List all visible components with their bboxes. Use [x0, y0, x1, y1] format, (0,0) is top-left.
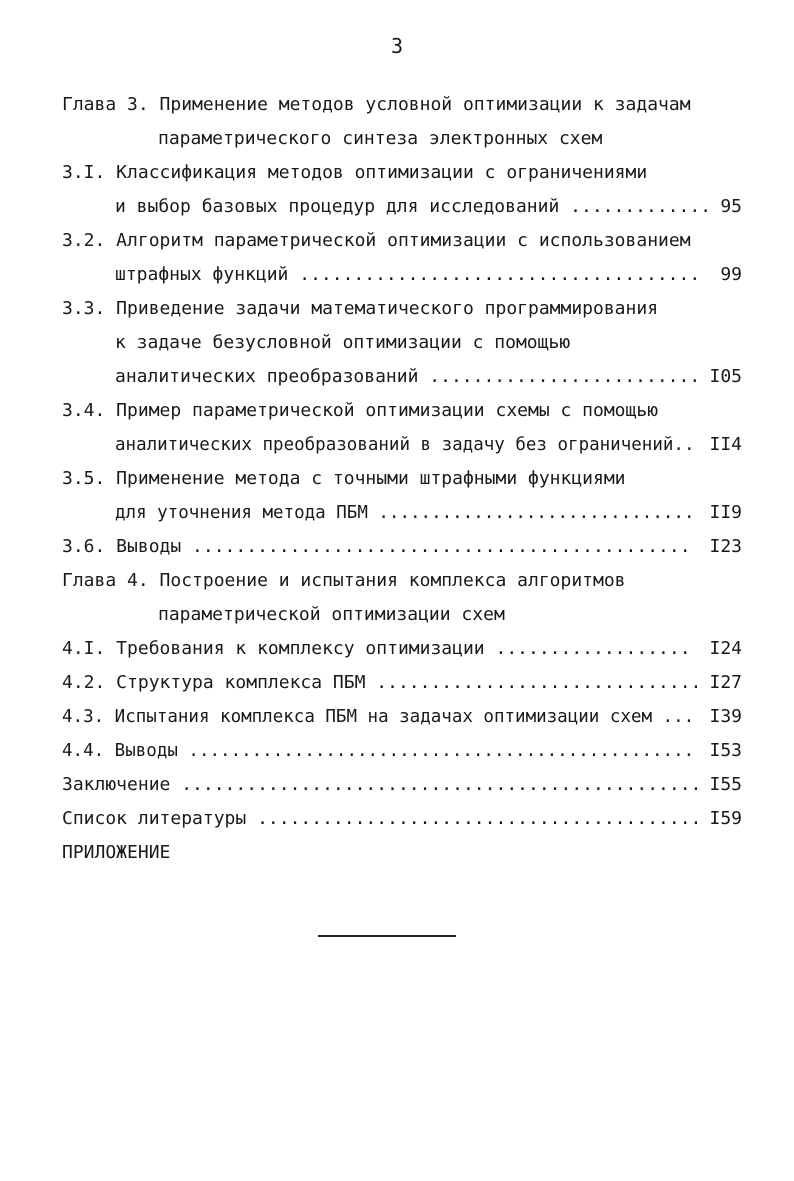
toc-entry-text: 3.3. Приведение задачи математического программирования: [62, 298, 659, 319]
toc-page-number: 99: [720, 264, 742, 285]
chapter-4-title-line-1: Глава 4. Построение и испытания комплекса алгоритмов: [62, 570, 626, 591]
toc-entry-3-3: [62, 292, 742, 326]
toc-entry-text: аналитических преобразований .........................: [115, 366, 701, 387]
toc-entry-text: и выбор базовых процедур для исследований .............: [115, 196, 712, 217]
toc-page-number: I55: [709, 774, 742, 795]
toc-page-number: I24: [709, 638, 742, 659]
toc-entry-text: 4.2. Структура комплекса ПБМ ..............................: [62, 672, 702, 693]
chapter-4-title-line-2: параметрической оптимизации схем: [158, 604, 505, 625]
toc-entry-3-5-cont: [62, 496, 742, 530]
toc-entry-3-1: [62, 156, 742, 190]
toc-entry-text: 4.3. Испытания комплекса ПБМ на задачах оптимизации схем ...: [62, 707, 695, 727]
toc-entry-4-2: [62, 666, 742, 700]
toc-entry-references: [62, 802, 742, 836]
toc-entry-3-2: [62, 224, 742, 258]
chapter-4-heading: [62, 564, 742, 598]
toc-entry-3-3-cont: [62, 360, 742, 394]
page-number: 3: [390, 34, 404, 58]
toc-entry-3-5: [62, 462, 742, 496]
toc-page-number: I53: [709, 740, 742, 761]
toc-entry-text: для уточнения метода ПБМ ..............................: [115, 503, 695, 523]
toc-entry-4-4: [62, 734, 742, 768]
table-of-contents: [62, 88, 742, 870]
toc-entry-text: 3.I. Классификация методов оптимизации с ограничениями: [62, 162, 648, 183]
toc-entry-text: 4.4. Выводы ................................................: [62, 741, 695, 761]
toc-page-number: II4: [709, 434, 742, 455]
toc-entry-text: 4.I. Требования к комплексу оптимизации ..................: [62, 638, 691, 659]
toc-page-number: I05: [709, 366, 742, 387]
toc-entry-3-6: [62, 530, 742, 564]
chapter-3-title-line-2: параметрического синтеза электронных схем: [158, 128, 603, 149]
toc-entry-text: 3.2. Алгоритм параметрической оптимизации с использованием: [62, 230, 691, 251]
toc-entry-conclusion: [62, 768, 742, 802]
toc-page-number: I39: [709, 706, 742, 727]
toc-entry-text: Заключение ................................................: [62, 774, 702, 795]
toc-entry-3-4-cont: [62, 428, 742, 462]
toc-entry-text: штрафных функций .....................................: [115, 264, 701, 285]
toc-entry-text: к задаче безусловной оптимизации с помощью: [115, 332, 571, 353]
toc-entry-appendix: [62, 836, 742, 870]
toc-entry-text: аналитических преобразований в задачу без ограничений..: [115, 435, 695, 455]
toc-page-number: I59: [709, 808, 742, 829]
toc-entry-4-1: [62, 632, 742, 666]
toc-entry-3-4: [62, 394, 742, 428]
chapter-3-heading: [62, 88, 742, 122]
toc-page-number: I27: [709, 672, 742, 693]
toc-entry-text: Список литературы .........................................: [62, 808, 702, 829]
toc-entry-4-3: [62, 700, 742, 734]
chapter-4-heading-cont: [62, 598, 742, 632]
end-rule-divider: [318, 935, 456, 937]
toc-entry-text: 3.6. Выводы ..............................................: [62, 536, 691, 557]
chapter-3-title-line-1: Глава 3. Применение методов условной оптимизации к задачам: [62, 94, 691, 115]
toc-entry-text: ПРИЛОЖЕНИЕ: [62, 842, 171, 863]
toc-page-number: II9: [709, 502, 742, 523]
chapter-3-heading-cont: [62, 122, 742, 156]
toc-entry-text: 3.5. Применение метода с точными штрафными функциями: [62, 468, 626, 489]
toc-page-number: I23: [709, 536, 742, 557]
toc-entry-3-3-cont: [62, 326, 742, 360]
toc-entry-text: 3.4. Пример параметрической оптимизации схемы с помощью: [62, 400, 659, 421]
toc-page-number: 95: [720, 196, 742, 217]
toc-entry-3-1-cont: [62, 190, 742, 224]
toc-entry-3-2-cont: [62, 258, 742, 292]
